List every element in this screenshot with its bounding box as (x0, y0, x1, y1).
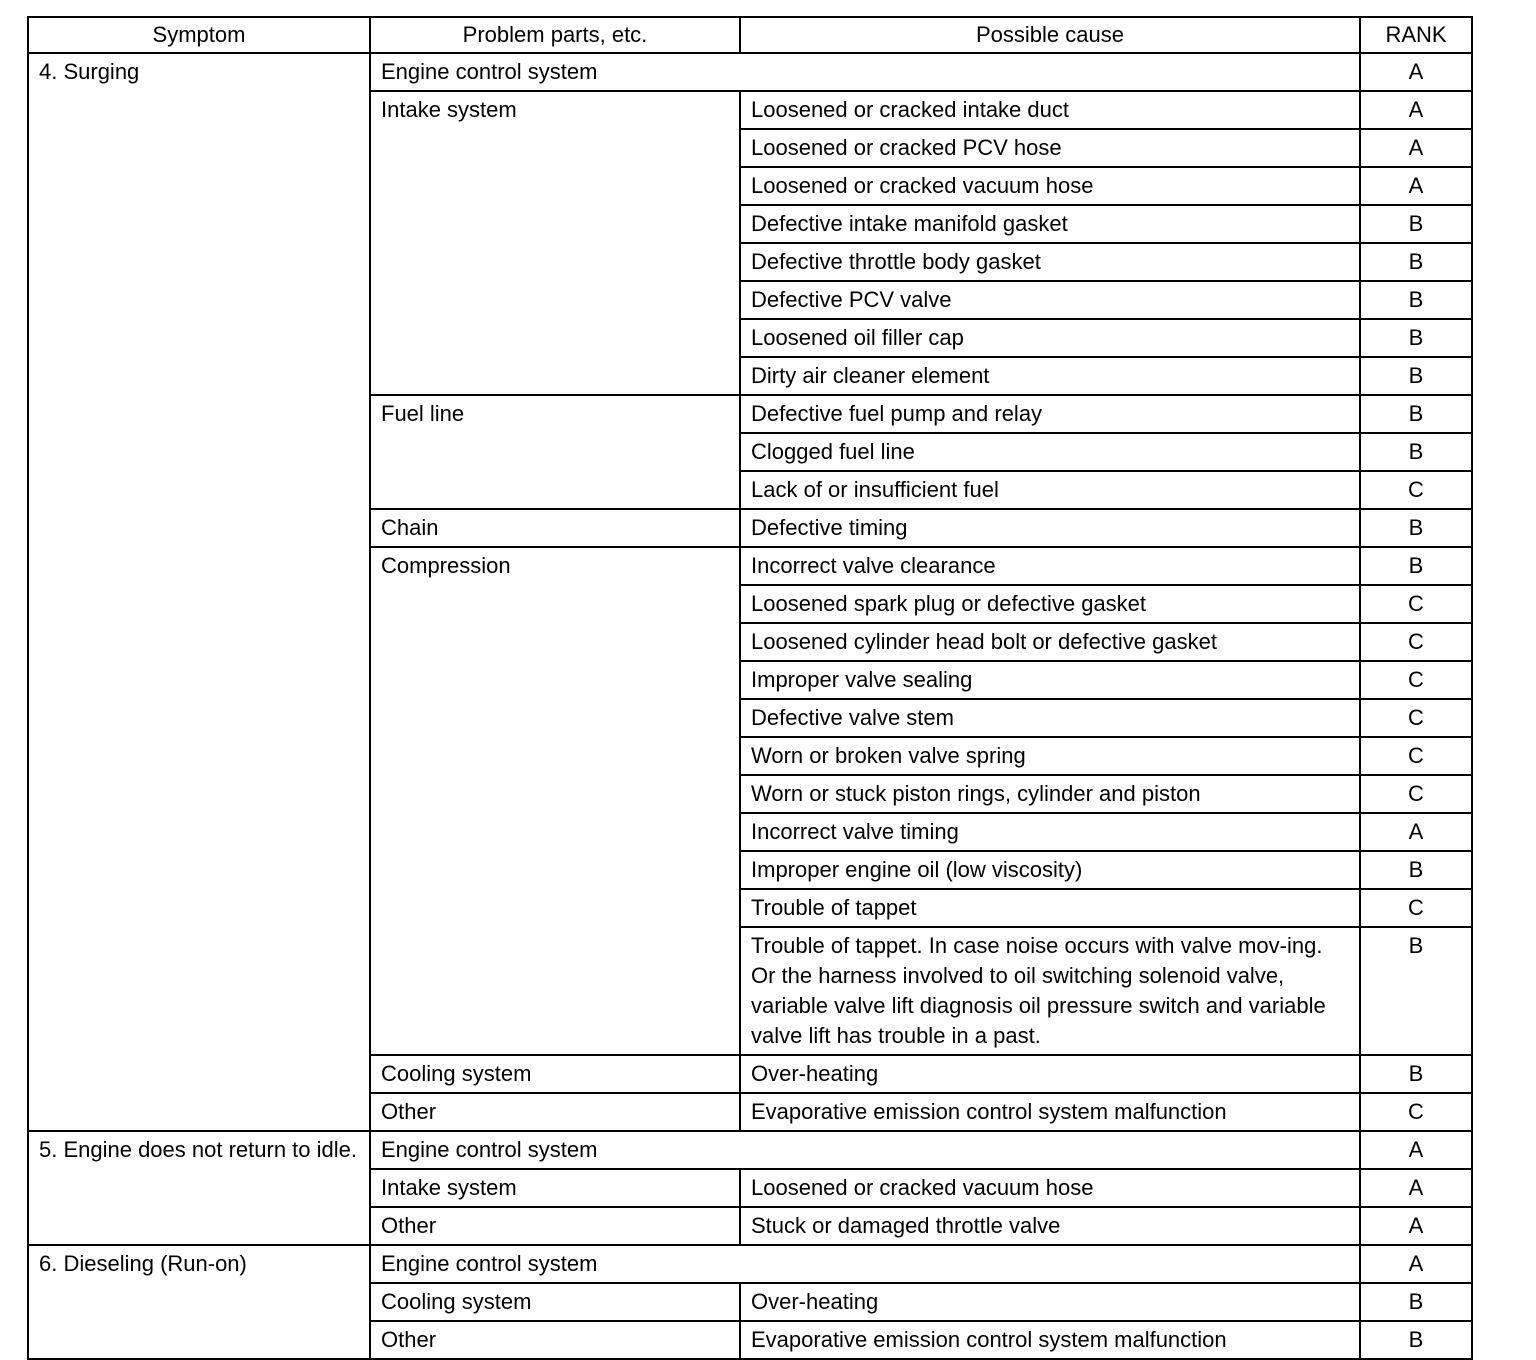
possible-cause-cell: Defective timing (740, 509, 1360, 547)
problem-part-cell: Cooling system (370, 1055, 740, 1093)
diagnosis-table (27, 16, 1473, 1360)
rank-header: RANK (1360, 17, 1472, 53)
possible-cause-cell: Incorrect valve timing (740, 813, 1360, 851)
problem-part-cell: Fuel line (370, 395, 740, 509)
rank-cell: C (1360, 737, 1472, 775)
rank-cell: B (1360, 1321, 1472, 1359)
rank-cell: A (1360, 167, 1472, 205)
rank-cell: C (1360, 661, 1472, 699)
problem-part-cell: Intake system (370, 91, 740, 395)
rank-cell: A (1360, 91, 1472, 129)
possible-cause-cell: Incorrect valve clearance (740, 547, 1360, 585)
possible-cause-cell: Loosened or cracked vacuum hose (740, 1169, 1360, 1207)
possible-cause-cell: Trouble of tappet (740, 889, 1360, 927)
rank-cell: A (1360, 813, 1472, 851)
rank-cell: C (1360, 775, 1472, 813)
rank-cell: C (1360, 889, 1472, 927)
possible-cause-cell: Improper valve sealing (740, 661, 1360, 699)
rank-cell: A (1360, 1131, 1472, 1169)
table-body (28, 53, 1472, 1359)
rank-cell: C (1360, 585, 1472, 623)
rank-cell: B (1360, 243, 1472, 281)
possible-cause-cell: Loosened or cracked vacuum hose (740, 167, 1360, 205)
rank-cell: C (1360, 471, 1472, 509)
problem-part-cell: Engine control system (370, 1245, 1360, 1283)
possible-cause-cell: Loosened or cracked intake duct (740, 91, 1360, 129)
problem-part-cell: Cooling system (370, 1283, 740, 1321)
rank-cell: A (1360, 53, 1472, 91)
possible-cause-cell: Dirty air cleaner element (740, 357, 1360, 395)
possible-cause-cell: Improper engine oil (low viscosity) (740, 851, 1360, 889)
rank-cell: B (1360, 509, 1472, 547)
possible-cause-cell: Lack of or insufficient fuel (740, 471, 1360, 509)
possible-cause-cell: Worn or stuck piston rings, cylinder and piston (740, 775, 1360, 813)
problem-part-cell: Other (370, 1207, 740, 1245)
problem-part-cell: Other (370, 1321, 740, 1359)
possible-cause-cell: Loosened cylinder head bolt or defective gasket (740, 623, 1360, 661)
possible-cause-cell: Defective PCV valve (740, 281, 1360, 319)
rank-cell: A (1360, 129, 1472, 167)
problem-parts-header: Problem parts, etc. (370, 17, 740, 53)
possible-cause-cell: Over-heating (740, 1055, 1360, 1093)
problem-part-cell: Chain (370, 509, 740, 547)
rank-cell: B (1360, 433, 1472, 471)
problem-part-cell: Intake system (370, 1169, 740, 1207)
possible-cause-cell: Defective intake manifold gasket (740, 205, 1360, 243)
rank-cell: C (1360, 699, 1472, 737)
rank-cell: A (1360, 1207, 1472, 1245)
possible-cause-cell: Loosened spark plug or defective gasket (740, 585, 1360, 623)
possible-cause-cell: Evaporative emission control system malfunction (740, 1093, 1360, 1131)
problem-part-cell: Compression (370, 547, 740, 1055)
rank-cell: B (1360, 547, 1472, 585)
rank-cell: B (1360, 395, 1472, 433)
possible-cause-cell: Loosened oil filler cap (740, 319, 1360, 357)
rank-cell: B (1360, 319, 1472, 357)
symptom-cell: 5. Engine does not return to idle. (28, 1131, 370, 1245)
possible-cause-cell: Evaporative emission control system malfunction (740, 1321, 1360, 1359)
rank-cell: C (1360, 1093, 1472, 1131)
rank-cell: B (1360, 1283, 1472, 1321)
problem-part-cell: Engine control system (370, 1131, 1360, 1169)
problem-part-cell: Engine control system (370, 53, 1360, 91)
possible-cause-header: Possible cause (740, 17, 1360, 53)
table-row (28, 53, 1472, 91)
rank-cell: B (1360, 281, 1472, 319)
possible-cause-cell: Defective throttle body gasket (740, 243, 1360, 281)
rank-cell: C (1360, 623, 1472, 661)
possible-cause-cell: Loosened or cracked PCV hose (740, 129, 1360, 167)
possible-cause-cell: Clogged fuel line (740, 433, 1360, 471)
table-row (28, 1245, 1472, 1283)
rank-cell: A (1360, 1169, 1472, 1207)
possible-cause-cell: Over-heating (740, 1283, 1360, 1321)
rank-cell: B (1360, 851, 1472, 889)
rank-cell: B (1360, 927, 1472, 1055)
rank-cell: B (1360, 1055, 1472, 1093)
possible-cause-cell: Defective valve stem (740, 699, 1360, 737)
problem-part-cell: Other (370, 1093, 740, 1131)
rank-cell: B (1360, 357, 1472, 395)
symptom-cell: 4. Surging (28, 53, 370, 1131)
rank-cell: A (1360, 1245, 1472, 1283)
header-row (28, 17, 1472, 53)
rank-cell: B (1360, 205, 1472, 243)
table-row (28, 1131, 1472, 1169)
possible-cause-cell: Stuck or damaged throttle valve (740, 1207, 1360, 1245)
possible-cause-cell: Worn or broken valve spring (740, 737, 1360, 775)
possible-cause-cell: Trouble of tappet. In case noise occurs with valve mov-ing. Or the harness involved to oil switching solenoid valve, variable valve lift diagnosis oil pressure switch and variable valve lift has trouble in a past. (740, 927, 1360, 1055)
possible-cause-cell: Defective fuel pump and relay (740, 395, 1360, 433)
symptom-header: Symptom (28, 17, 370, 53)
symptom-cell: 6. Dieseling (Run-on) (28, 1245, 370, 1359)
